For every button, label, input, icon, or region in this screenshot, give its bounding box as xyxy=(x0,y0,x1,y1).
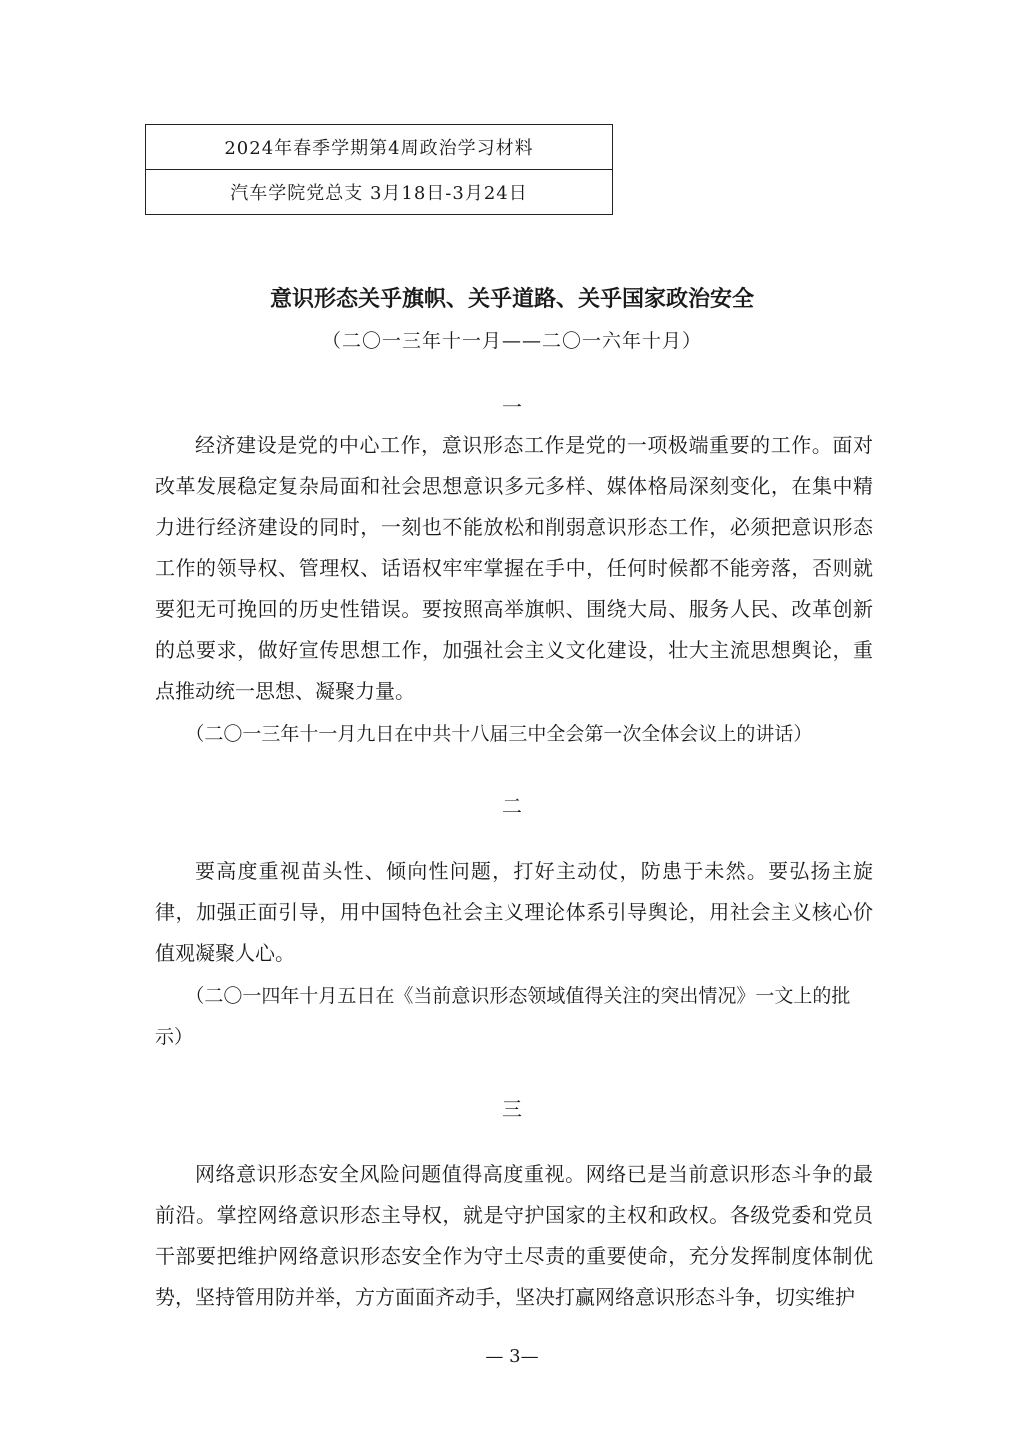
section-body: 要高度重视苗头性、倾向性问题，打好主动仗，防患于未然。要弘扬主旋律，加强正面引导，用中国特色社会主义理论体系引导舆论，用社会主义核心价值观凝聚人心。 xyxy=(155,859,873,965)
header-title: 2024年春季学期第4周政治学习材料 xyxy=(224,138,534,159)
article-title: 意识形态关乎旗帜、关乎道路、关乎国家政治安全 xyxy=(269,287,754,312)
page-number: — 3— xyxy=(485,1346,539,1367)
header-box xyxy=(145,124,613,215)
section-number: 三 xyxy=(502,1097,522,1121)
article-subtitle: （二〇一三年十一月——二〇一六年十月） xyxy=(321,330,702,352)
section-source: （二〇一三年十一月九日在中共十八届三中全会第一次全体会议上的讲话） xyxy=(185,723,813,745)
section-number: 二 xyxy=(502,794,522,818)
section-body: 网络意识形态安全风险问题值得高度重视。网络已是当前意识形态斗争的最前沿。掌控网络意识形态主导权，就是守护国家的主权和政权。各级党委和党员干部要把维护网络意识形态安全作为守土尽责的重要使命，充分发挥制度体制优势，坚持管用防并举，方方面面齐动手，坚决打赢网络意识形态斗争，切实维护 xyxy=(155,1162,873,1309)
section-body: 经济建设是党的中心工作，意识形态工作是党的一项极端重要的工作。面对改革发展稳定复杂局面和社会思想意识多元多样、媒体格局深刻变化，在集中精力进行经济建设的同时，一刻也不能放松和削弱意识形态工作，必须把意识形态工作的领导权、管理权、话语权牢牢掌握在手中，任何时候都不能旁落，否则就要犯无可挽回的历史性错误。要按照高举旗帜、围绕大局、服务人民、改革创新的总要求，做好宣传思想工作，加强社会主义文化建设，壮大主流思想舆论，重点推动统一思想、凝聚力量。 xyxy=(155,433,873,703)
section-number: 一 xyxy=(502,395,522,419)
header-date: 汽车学院党总支 3月18日-3月24日 xyxy=(146,169,612,214)
section-source: （二〇一四年十月五日在《当前意识形态领域值得关注的突出情况》一文上的批示） xyxy=(155,985,851,1048)
